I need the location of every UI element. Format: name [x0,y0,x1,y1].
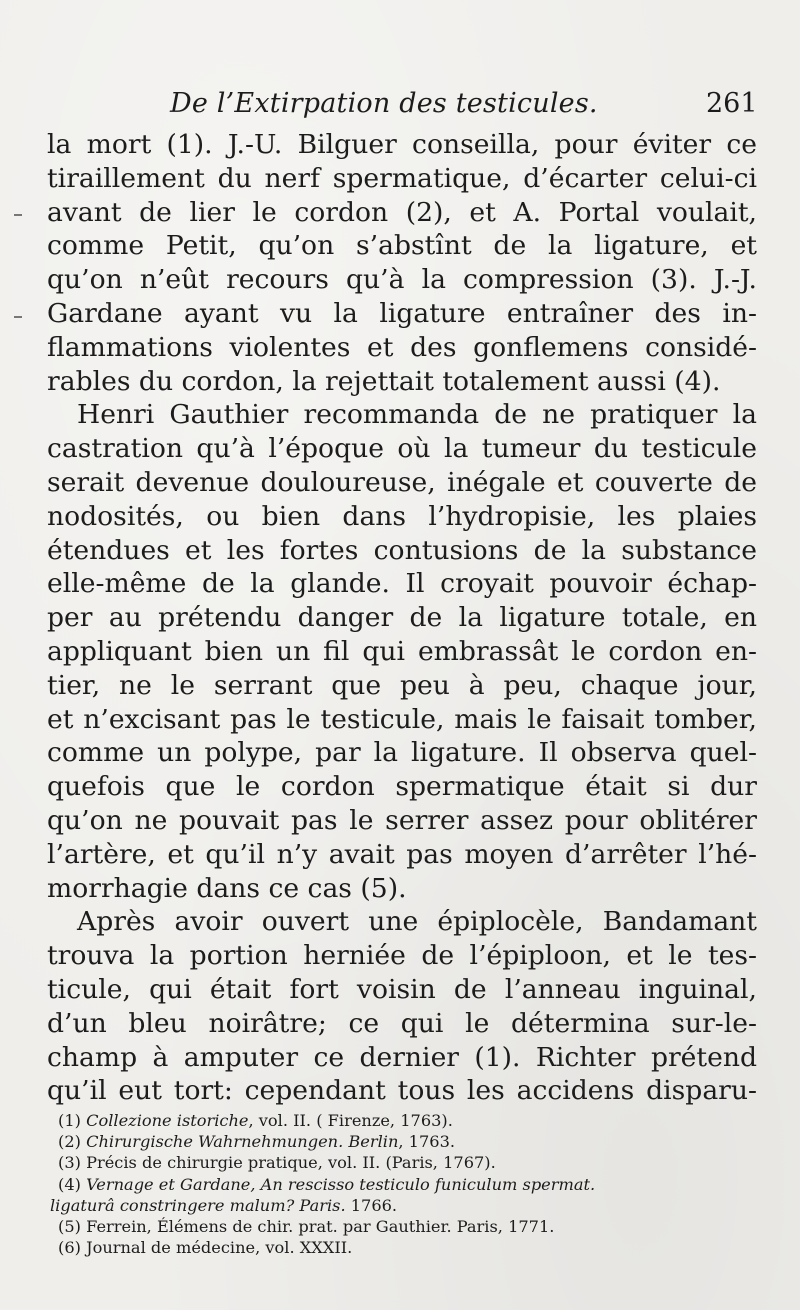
text-line: tier, ne le serrant que peu à peu, chaque jour, [47,669,757,701]
text-line: et n’excisant pas le testicule, mais le faisait tomber, [47,703,757,735]
text-line: l’artère, et qu’il n’y avait pas moyen d’arrêter l’hé- [47,838,757,870]
footnote [58,1174,778,1195]
footnote-text: Journal de médecine, vol. XXXII. [86,1238,353,1258]
text-line: quefois que le cordon spermatique était si dur [47,771,757,803]
footnote-text: , 1763. [398,1132,456,1152]
footnote-italic: Chirurgische Wahrnehmungen. Berlin [86,1132,399,1152]
text-line: Gardane ayant vu la ligature entraîner des in- [47,297,757,329]
footnote-mark: (3) [58,1153,81,1173]
text-line: serait devenue douloureuse, inégale et couverte de [47,466,757,498]
body-text [47,128,757,1108]
text-line: nodosités, ou bien dans l’hydropisie, les plaies [47,500,757,532]
footnote [58,1110,778,1131]
text-line: champ à amputer ce dernier (1). Richter prétend [47,1041,757,1073]
text-line: elle-même de la glande. Il croyait pouvoir échap- [47,568,757,600]
footnote-mark: (2) [58,1132,81,1152]
running-title: De l’Extirpation des testicules. [170,88,598,119]
footnote [58,1131,778,1152]
margin-mark [14,316,22,318]
text-line: la mort (1). J.-U. Bilguer conseilla, pour éviter ce [47,129,757,160]
footnotes [50,1110,778,1258]
footnote [50,1195,778,1216]
text-line: morrhagie dans ce cas (5). [47,872,407,904]
footnote-mark: (1) [58,1111,81,1130]
footnote-text: Ferrein, Élémens de chir. prat. par Gauthier. Paris, 1771. [86,1217,555,1237]
footnote [58,1152,778,1173]
text-line: Henri Gauthier recommanda de ne pratiquer la [77,399,757,431]
text-line: trouva la portion herniée de l’épiploon, et le tes- [47,940,757,972]
footnote-italic: Collezione istoriche [86,1111,249,1130]
footnote-mark: (4) [58,1174,81,1194]
text-line: qu’on ne pouvait pas le serrer assez pour oblitérer [47,804,757,836]
footnote-text: 1766. [345,1195,398,1215]
footnote [58,1216,778,1237]
text-line: d’un bleu noirâtre; ce qui le détermina sur-le- [47,1007,757,1039]
text-line: per au prétendu danger de la ligature totale, en [47,602,757,634]
footnote-italic: ligaturâ constringere malum? Paris. [50,1195,346,1215]
text-line: ticule, qui était fort voisin de l’anneau inguinal, [47,973,757,1005]
footnote-text: Précis de chirurgie pratique, vol. II. (Paris, 1767). [86,1153,496,1173]
text-line: qu’on n’eût recours qu’à la compression (3). J.-J. [47,264,757,296]
text-line: comme Petit, qu’on s’abstînt de la ligature, et [47,230,757,262]
text-line: flammations violentes et des gonflemens considé- [47,331,757,363]
footnote-mark: (6) [58,1238,81,1258]
margin-mark [14,214,22,216]
text-line: avant de lier le cordon (2), et A. Portal voulait, [47,196,757,228]
footnote [58,1237,778,1258]
text-line: Après avoir ouvert une épiplocèle, Bandamant [77,906,757,938]
footnote-text: , vol. II. ( Firenze, 1763). [248,1111,453,1130]
text-line: castration qu’à l’époque où la tumeur du testicule [47,433,757,465]
text-line: étendues et les fortes contusions de la substance [47,534,757,566]
footnote-italic: Vernage et Gardane, An rescisso testiculo funiculum spermat. [86,1174,596,1194]
text-line: comme un polype, par la ligature. Il observa quel- [47,737,757,769]
page-header [0,88,800,124]
text-line: rables du cordon, la rejettait totalement aussi (4). [47,365,721,397]
text-line: qu’il eut tort: cependant tous les accidens disparu- [47,1075,757,1107]
footnote-mark: (5) [58,1217,81,1237]
text-line: appliquant bien un fil qui embrassât le cordon en- [47,635,757,667]
page-number: 261 [706,88,758,119]
text-line: tiraillement du nerf spermatique, d’écarter celui-ci [47,162,757,194]
